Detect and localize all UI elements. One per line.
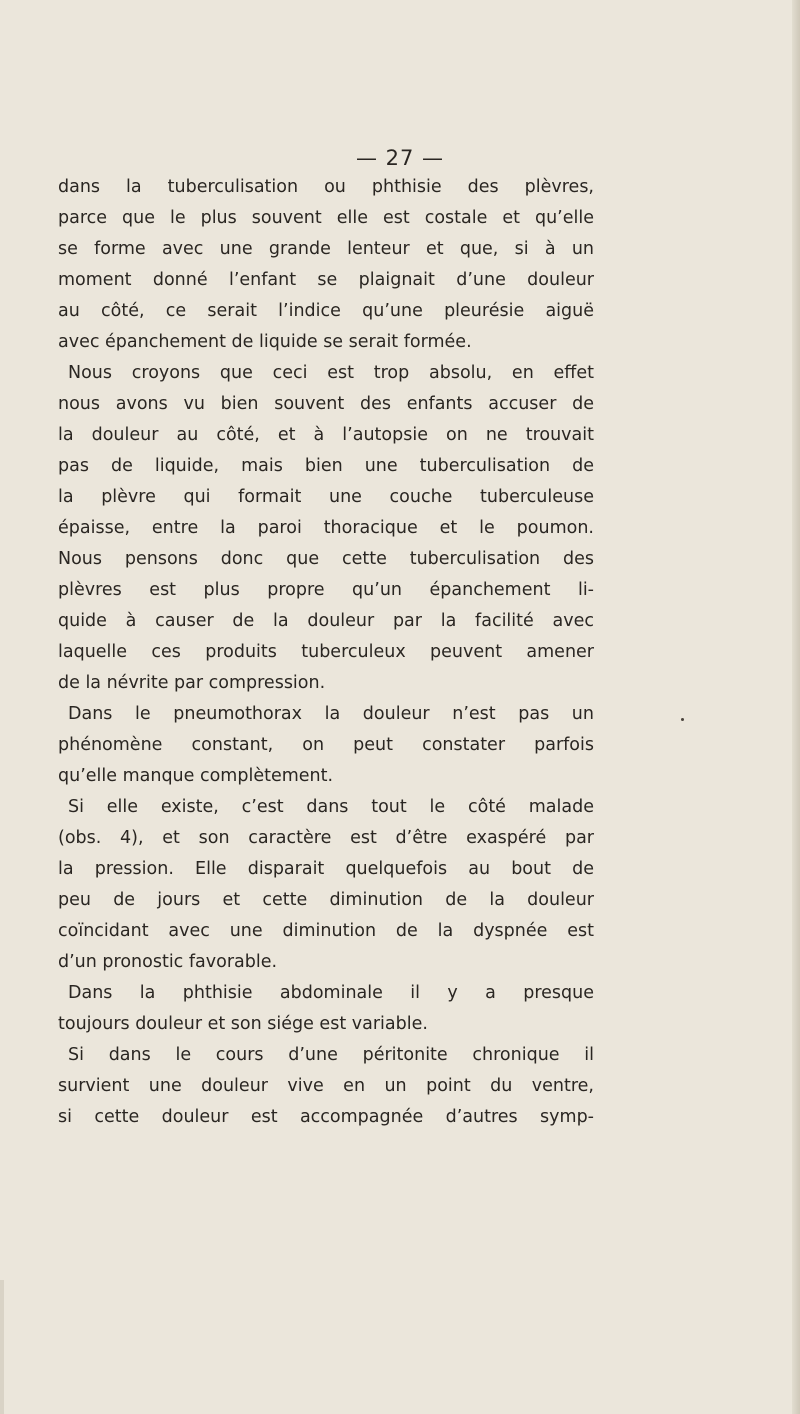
- text-line: au côté, ce serait l’indice qu’une pleurésie aiguë: [58, 301, 594, 321]
- page-edge-left: [0, 1280, 4, 1414]
- text-line: la pression. Elle disparait quelquefois au bout de: [58, 859, 594, 879]
- text-line: la douleur au côté, et à l’autopsie on ne trouvait: [58, 425, 594, 445]
- text-line: Nous croyons que ceci est trop absolu, en effet: [68, 363, 594, 383]
- text-line: moment donné l’enfant se plaignait d’une douleur: [58, 270, 594, 290]
- text-line: peu de jours et cette diminution de la douleur: [58, 890, 594, 910]
- text-line: de la névrite par compression.: [58, 673, 326, 693]
- text-line: la plèvre qui formait une couche tuberculeuse: [58, 487, 594, 507]
- text-line: parce que le plus souvent elle est costale et qu’elle: [58, 208, 594, 228]
- text-line: coïncidant avec une diminution de la dyspnée est: [58, 921, 594, 941]
- text-line: se forme avec une grande lenteur et que, si à un: [58, 239, 594, 259]
- body-text: [58, 172, 594, 1133]
- text-line: Si elle existe, c’est dans tout le côté malade: [68, 797, 594, 817]
- page-number: — 27 —: [355, 146, 445, 170]
- page-edge-shadow: [792, 0, 800, 1414]
- text-line: quide à causer de la douleur par la facilité avec: [58, 611, 594, 631]
- text-line: survient une douleur vive en un point du ventre,: [58, 1076, 594, 1096]
- ink-speck: [681, 718, 684, 721]
- text-line: toujours douleur et son siége est variable.: [58, 1014, 428, 1034]
- text-line: épaisse, entre la paroi thoracique et le poumon.: [58, 518, 594, 538]
- text-line: d’un pronostic favorable.: [58, 952, 278, 972]
- text-line: avec épanchement de liquide se serait formée.: [58, 332, 472, 352]
- text-line: dans la tuberculisation ou phthisie des plèvres,: [58, 177, 594, 197]
- text-line: Dans le pneumothorax la douleur n’est pas un: [68, 704, 594, 724]
- text-line: si cette douleur est accompagnée d’autres symp-: [58, 1107, 594, 1127]
- text-line: Nous pensons donc que cette tuberculisation des: [58, 549, 594, 569]
- text-line: pas de liquide, mais bien une tuberculisation de: [58, 456, 594, 476]
- text-line: Dans la phthisie abdominale il y a presque: [68, 983, 594, 1003]
- text-line: phénomène constant, on peut constater parfois: [58, 735, 594, 755]
- text-line: Si dans le cours d’une péritonite chronique il: [68, 1045, 594, 1065]
- text-line: qu’elle manque complètement.: [58, 766, 334, 786]
- text-line: nous avons vu bien souvent des enfants accuser de: [58, 394, 594, 414]
- text-line: plèvres est plus propre qu’un épanchement li-: [58, 580, 594, 600]
- text-line: (obs. 4), et son caractère est d’être exaspéré par: [58, 828, 594, 848]
- text-line: laquelle ces produits tuberculeux peuvent amener: [58, 642, 594, 662]
